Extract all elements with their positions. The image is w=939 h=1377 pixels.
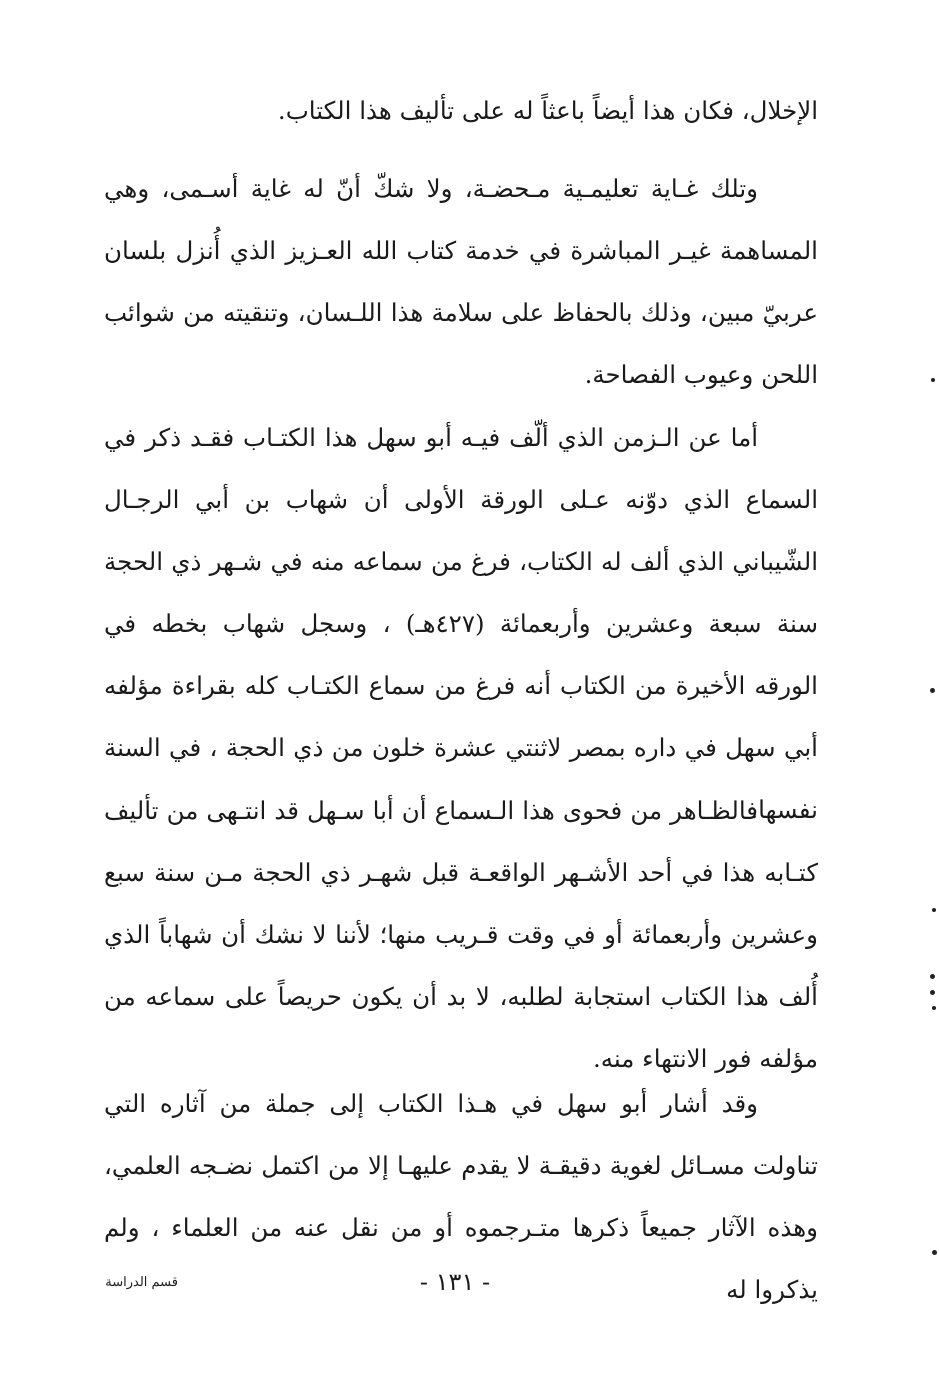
scan-speck bbox=[930, 974, 935, 979]
paragraph-text: فالظـاهر من فحوى هذا الـسماع أن أبا سـهل قد انتـهى من تأليف كتـابه هذا في أحد الأشـهر الواقعـة قبل شهـر ذي الحجة مـن سنة سبع وعشرين وأربعمائة أو في وقت قـريب منها؛ لأننا لا نشك أن شهاباً الذي أُلف هذا الكتاب استجابة لطلبه، لا بد أن يكون حريصاً على سماعه من مؤلفه فور الانتهاء منه. bbox=[104, 796, 818, 1073]
paragraph-inference bbox=[104, 780, 818, 1090]
scan-speck bbox=[932, 1006, 936, 1010]
scan-speck bbox=[932, 908, 936, 912]
paragraph-continuation bbox=[104, 80, 818, 142]
paragraph-goal bbox=[104, 158, 818, 406]
scan-speck bbox=[931, 378, 935, 382]
scan-speck bbox=[930, 688, 935, 693]
page-footer bbox=[0, 1268, 939, 1298]
scan-speck bbox=[930, 990, 935, 995]
paragraph-text: وقد أشار أبو سهل في هـذا الكتاب إلى جملة من آثاره التي تناولت مسـائل لغوية دقيقـة لا يقدم عليهـا إلا من اكتمل نضـجه العلمي، وهذه الآثار جميعاً ذكرها متـرجموه أو من نقل عنه من العلماء ، ولم يذكروا له bbox=[104, 1089, 818, 1304]
page-number: - ١٣١ - bbox=[419, 1268, 491, 1296]
section-name: قسم الدراسة bbox=[105, 1275, 178, 1290]
scan-speck bbox=[932, 1250, 937, 1255]
paragraph-text: وتلك غـاية تعليمـية مـحضـة، ولا شكّ أنّ له غاية أسـمى، وهي المساهمة غيـر المباشرة في خدمة كتاب الله العـزيز الذي أُنزل بلسان عربيّ مبين، وذلك بالحفاظ على سلامة هذا اللـسان، وتنقيته من شوائب اللحن وعيوب الفصاحة. bbox=[104, 174, 818, 389]
paragraph-time-of-authorship bbox=[104, 407, 818, 841]
paragraph-text: أما عن الـزمن الذي ألّف فيـه أبو سهل هذا الكتـاب فقـد ذكر في السماع الذي دوّنه عـلى الورقة الأولى أن شهاب بن أبي الرجـال الشّيباني الذي ألف له الكتاب، فرغ من سماعه منه في شـهر ذي الحجة سنة سبعة وعشرين وأربعمائة (٤٢٧هـ) ، وسجل شهاب بخطه في الورقه الأخيرة من الكتاب أنه فرغ من سماع الكتـاب كله بقراءة مؤلفه أبي سهل في داره بمصر لاثنتي عشرة خلون من ذي الحجة ، في السنة نفسها. bbox=[104, 423, 818, 824]
paragraph-text: الإخلال، فكان هذا أيضاً باعثاً له على تأليف هذا الكتاب. bbox=[277, 96, 818, 125]
